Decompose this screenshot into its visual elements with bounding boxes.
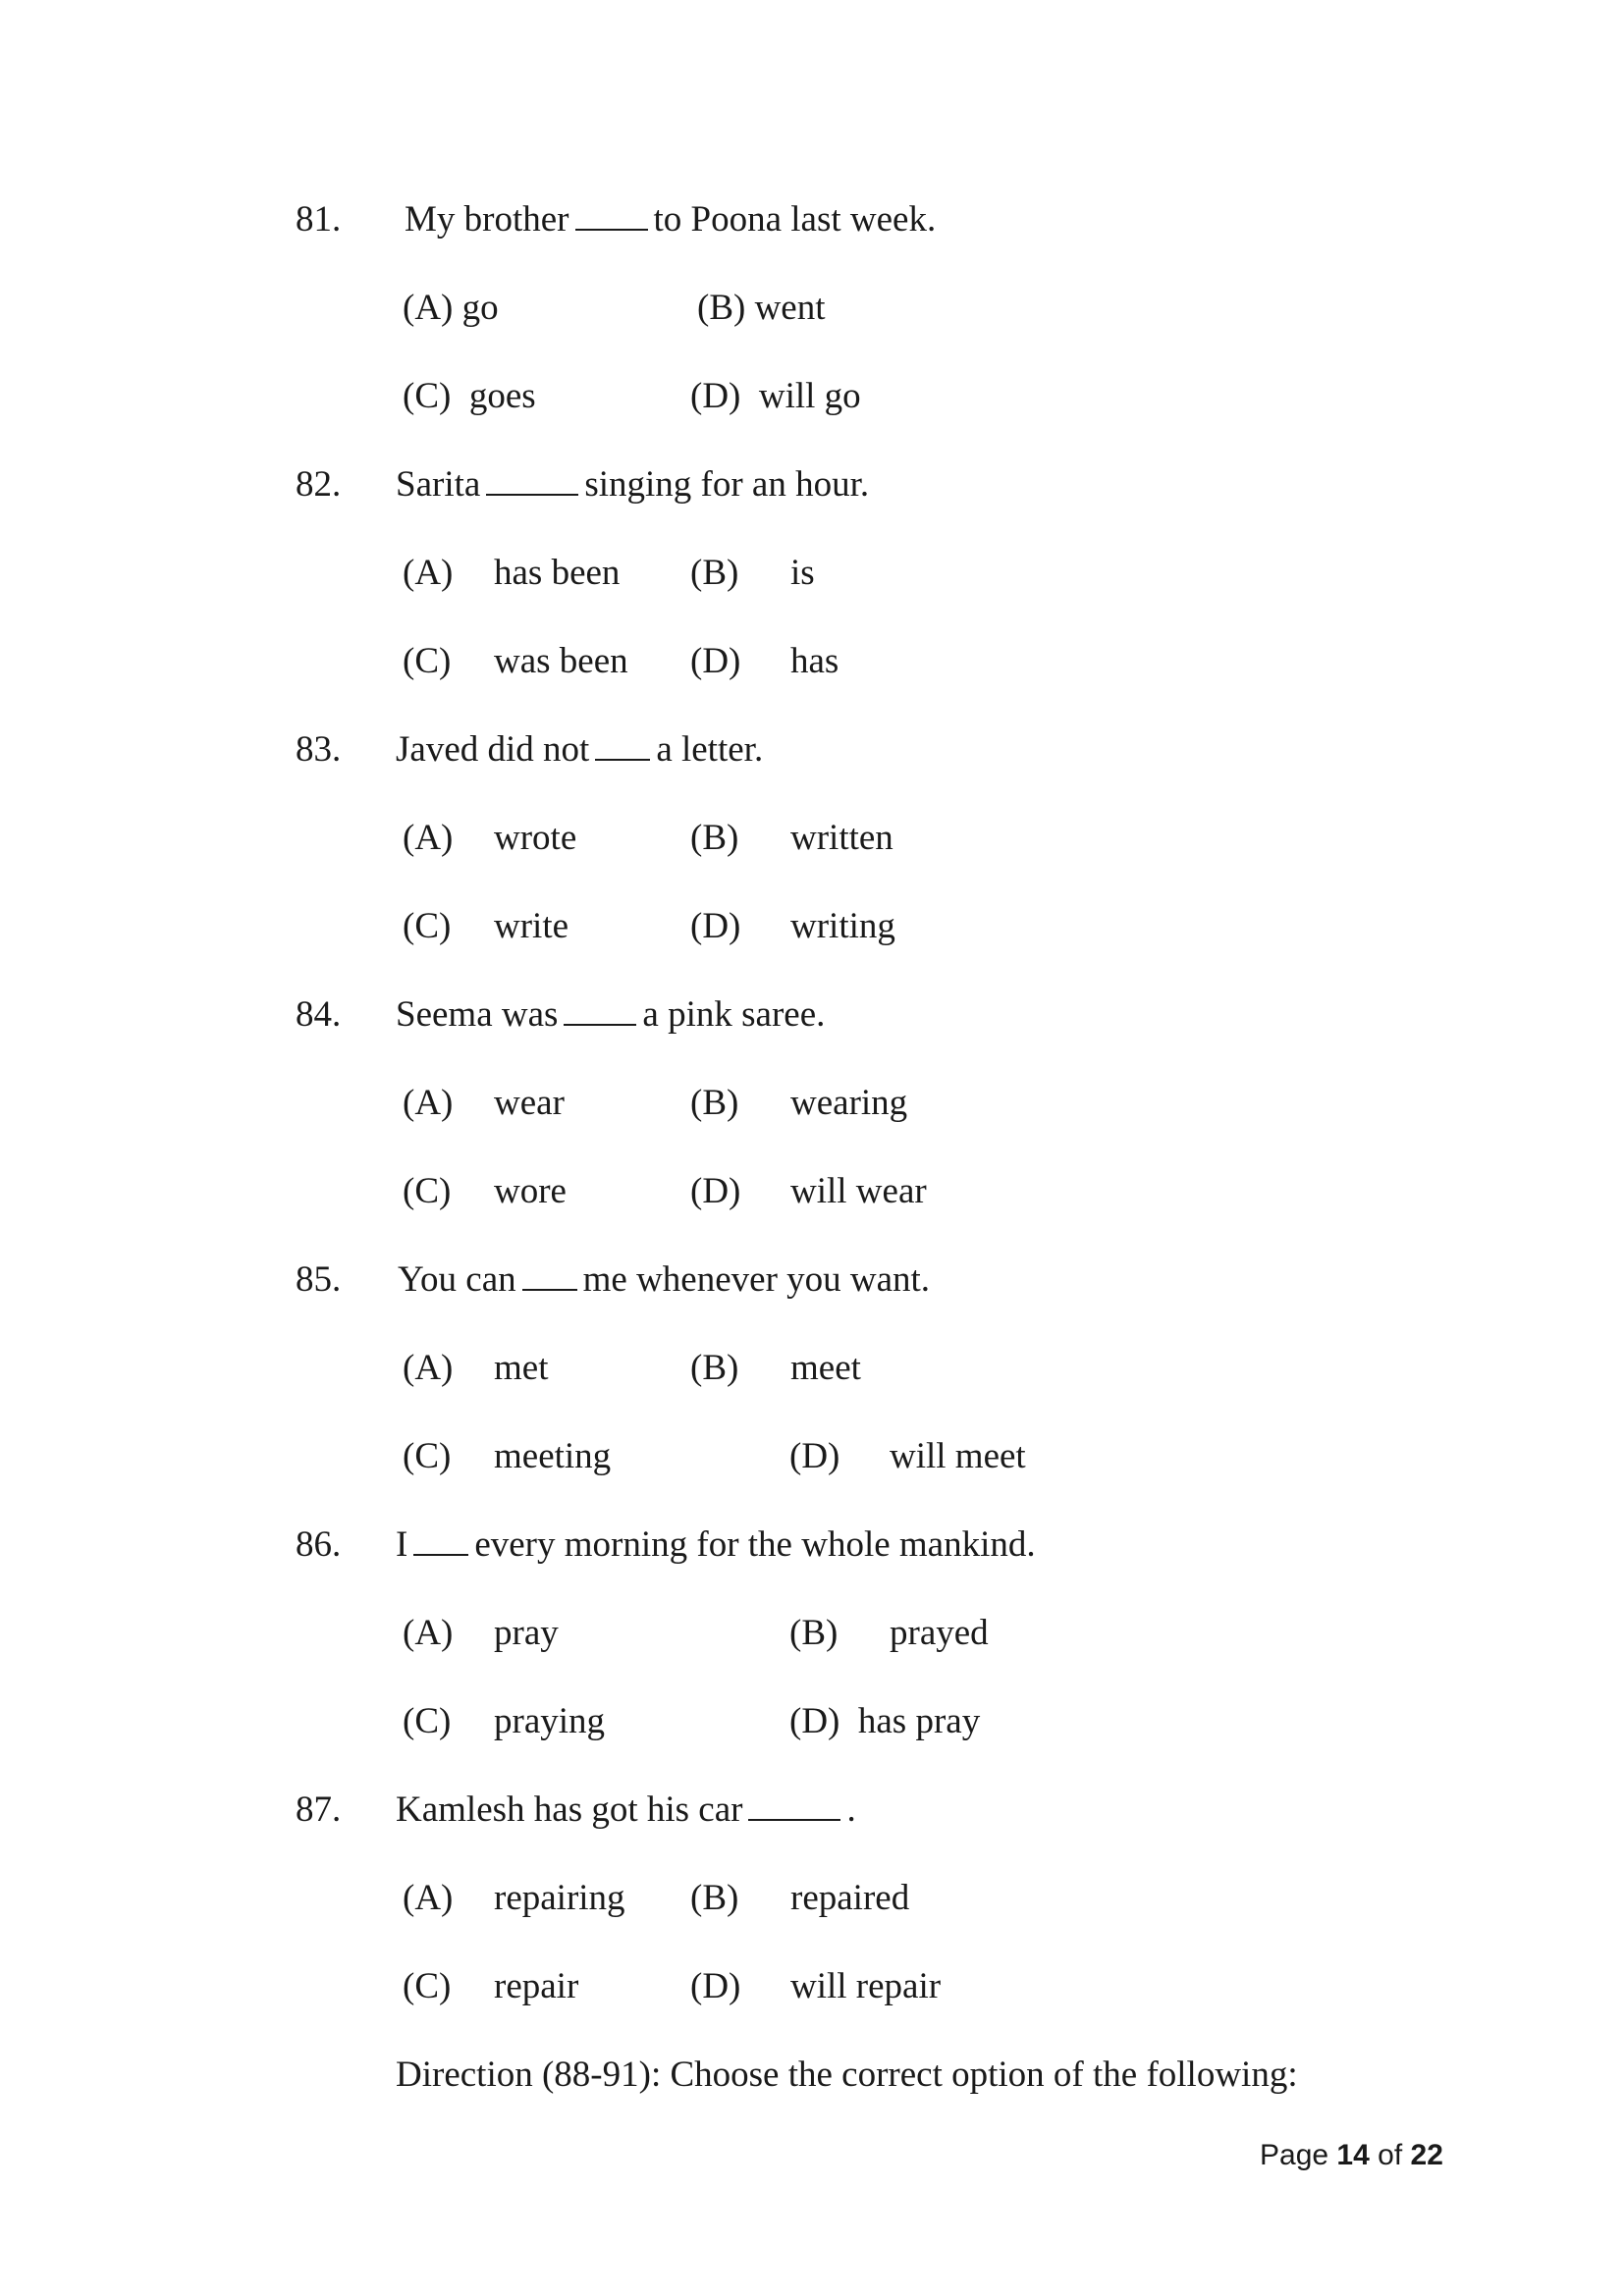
option-b-letter: (B) [690,1348,739,1388]
option-a-letter: (A) [403,1083,454,1123]
question-82-number: 82. [296,464,342,505]
question-stem-end: a letter. [656,729,764,770]
question-stem-start: Javed did not [396,729,590,770]
option-b-text: repaired [790,1878,910,1918]
option-letter: (A) [403,288,454,328]
option-d-text: will repair [790,1966,942,2006]
question-81-text [405,198,936,241]
question-83-number: 83. [296,729,342,770]
question-stem-start: I [396,1524,408,1565]
option-a-letter: (A) [403,1348,454,1388]
option-b-text: is [790,553,815,593]
option-d-letter: (D) [690,906,741,946]
question-84-number: 84. [296,994,342,1035]
option-b-letter: (B) [690,818,739,858]
question-stem-start: My brother [405,199,569,240]
question-stem-start: Seema was [396,994,559,1035]
option-c-text: write [494,906,569,946]
option-d [789,1700,980,1743]
answer-blank [564,994,636,1026]
option-b-letter: (B) [789,1613,839,1653]
option-d-text: writing [790,906,895,946]
option-b [697,287,826,330]
question-stem-start: You can [398,1259,516,1300]
option-a-text: repairing [494,1878,625,1918]
question-83-text [396,728,763,772]
option-b-letter: (B) [690,1878,739,1918]
option-c-text: wore [494,1171,567,1211]
question-85-number: 85. [296,1259,342,1300]
option-b-text: prayed [890,1613,989,1653]
option-b-text: written [790,818,893,858]
question-85-text [398,1258,930,1302]
option-d-text: will wear [790,1171,927,1211]
question-stem-start: Sarita [396,464,481,505]
option-d-letter: (D) [690,641,741,681]
option-c-letter: (C) [403,641,452,681]
question-stem-end: me whenever you want. [582,1259,931,1300]
answer-blank [413,1524,468,1556]
option-c-letter: (C) [403,906,452,946]
option-c-text: repair [494,1966,579,2006]
option-a-text: wear [494,1083,565,1123]
question-81-number: 81. [296,199,342,240]
option-c-letter: (C) [403,1171,452,1211]
option-text: will go [758,376,861,416]
question-stem-end: . [846,1789,856,1830]
option-d-letter: (D) [789,1436,840,1476]
option-d-letter: (D) [690,1966,741,2006]
answer-blank [575,199,648,231]
option-b-letter: (B) [690,1083,739,1123]
question-84-text [396,993,825,1037]
option-c-letter: (C) [403,1701,452,1741]
option-c-text: meeting [494,1436,612,1476]
direction-text: Direction (88-91): Choose the correct option of the following: [396,2055,1298,2095]
option-d [690,375,861,418]
option-d-text: will meet [890,1436,1026,1476]
question-stem-start: Kamlesh has got his car [396,1789,743,1830]
answer-blank [595,729,650,761]
question-stem-end: singing for an hour. [584,464,870,505]
option-c-text: praying [494,1701,606,1741]
page-current: 14 [1336,2139,1370,2171]
option-b-text: wearing [790,1083,908,1123]
option-a-letter: (A) [403,553,454,593]
option-a-text: has been [494,553,621,593]
option-letter: (D) [789,1701,840,1741]
option-text: went [754,288,826,328]
question-stem-end: every morning for the whole mankind. [474,1524,1036,1565]
page-of: of [1378,2139,1403,2171]
answer-blank [486,464,578,496]
option-c-text: was been [494,641,628,681]
question-87-number: 87. [296,1789,342,1830]
option-a [403,287,499,330]
option-c-letter: (C) [403,1436,452,1476]
answer-blank [748,1789,840,1821]
option-letter: (D) [690,376,741,416]
option-b-letter: (B) [690,553,739,593]
option-a-letter: (A) [403,1878,454,1918]
page-total: 22 [1410,2139,1443,2171]
option-c [403,375,536,418]
option-a-text: wrote [494,818,577,858]
option-a-text: pray [494,1613,559,1653]
option-c-letter: (C) [403,1966,452,2006]
option-a-letter: (A) [403,818,454,858]
option-text: goes [468,376,536,416]
option-letter: (C) [403,376,452,416]
option-letter: (B) [697,288,746,328]
question-86-text [396,1523,1036,1567]
question-stem-end: a pink saree. [642,994,826,1035]
option-a-letter: (A) [403,1613,454,1653]
option-text: has pray [857,1701,981,1741]
option-d-text: has [790,641,839,681]
page-footer [1260,2138,1443,2173]
option-d-letter: (D) [690,1171,741,1211]
question-87-text [396,1789,856,1832]
question-stem-end: to Poona last week. [653,199,937,240]
option-a-text: met [494,1348,549,1388]
question-82-text [396,463,869,507]
question-86-number: 86. [296,1524,342,1565]
option-b-text: meet [790,1348,861,1388]
page-prefix: Page [1260,2139,1329,2171]
answer-blank [522,1259,577,1291]
option-text: go [461,288,499,328]
